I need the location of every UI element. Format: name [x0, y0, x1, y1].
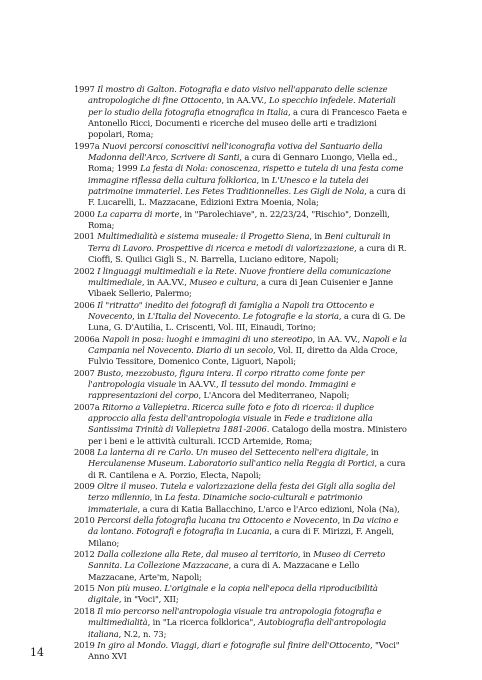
- entry-title: Beni culturali in Terra di Lavoro. Prospettive di ricerca e metodi di valorizzazione: [88, 231, 391, 253]
- bibliography-list: [74, 84, 410, 663]
- entry-text: , L'Ancora del Mediterraneo, Napoli;: [198, 390, 350, 401]
- entry-text: , a cura di R. Cioffi, S. Quilici Gigli S., N. Barrella, Luciano editore, Napoli;: [88, 242, 407, 265]
- entry-text: , in: [309, 231, 325, 242]
- entry-title: Il tessuto del mondo. Immagini e rappresentazioni del corpo: [88, 378, 356, 401]
- entry-year: 2012: [74, 549, 95, 560]
- entry-text: , in "Parolechiave", n. 22/23/24, "Rischio", Donzelli, Roma;: [88, 208, 390, 231]
- bibliography-entry: [74, 368, 410, 402]
- entry-year: 2001: [74, 231, 95, 242]
- entry-title: Napoli in posa: luoghi e immagini di uno stereotipo: [102, 333, 313, 344]
- entry-year: 2015: [74, 583, 95, 594]
- entry-year: 2006a: [74, 333, 100, 344]
- entry-text: , in "Voci", XII;: [118, 594, 179, 605]
- entry-text: , in: [297, 549, 314, 560]
- entry-year: 2018: [74, 605, 95, 616]
- entry-text: in AA.VV.,: [176, 378, 222, 389]
- bibliography-entry: [74, 640, 410, 663]
- bibliography-entry: [74, 231, 410, 265]
- entry-text: , in: [337, 515, 353, 526]
- entry-title: Museo di Cerreto Sannita. La Collezione Mazzacane: [88, 549, 386, 571]
- entry-text: , a cura di Katia Ballacchino, L'arco e l'Arco edizioni, Nola (Na),: [137, 503, 400, 514]
- entry-year: 2009: [74, 481, 95, 492]
- entry-text: , a cura di A. Mazzacane e Lello Mazzacane, Arte'm, Napoli;: [88, 560, 360, 582]
- bibliography-entry: [74, 84, 410, 141]
- entry-text: , N.2, n. 73;: [118, 628, 167, 639]
- entry-title: Il "ritratto" inedito dei fotografi di famiglia a Napoli tra Ottocento e Novecento: [88, 299, 375, 321]
- bibliography-entry: [74, 402, 410, 447]
- entry-title: In giro al Mondo. Viaggi, diari e fotografie sul finire dell'Ottocento: [97, 639, 370, 650]
- bibliography-entry: [74, 141, 410, 209]
- entry-title: Museo e cultura: [189, 276, 257, 287]
- entry-text: , a cura di Jean Cuisenier e Janne Vibaek Sellerio, Palermo;: [88, 276, 393, 299]
- bibliography-entry: [74, 515, 410, 549]
- entry-title: La festa. Dinamiche socio-culturali e patrimonio immateriale: [88, 492, 363, 514]
- entry-text: , a cura di G. De Luna, G. D'Autilia, L. Criscenti, Vol. III, Einaudi, Torino;: [88, 310, 406, 333]
- bibliography-entry: [74, 481, 410, 515]
- entry-text: , in AA.VV.,: [221, 95, 269, 106]
- entry-title: L'Italia del Novecento. Le fotografie e la storia: [147, 310, 339, 321]
- entry-title: Dalla collezione alla Rete, dal museo al territorio: [97, 549, 298, 560]
- entry-title: Ritorno a Vallepietra. Ricerca sulle foto e foto di ricerca: il duplice approccio alla festa dell'antropologia visuale: [88, 401, 374, 423]
- entry-year: 2000: [74, 208, 95, 219]
- bibliography-entry: [74, 549, 410, 583]
- bibliography-entry: [74, 583, 410, 606]
- entry-year: 1997: [74, 84, 95, 94]
- entry-text: , a cura di F. Lucarelli, L. Mazzacane, Edizioni Extra Moenia, Nola;: [88, 186, 406, 208]
- entry-text: in: [271, 412, 285, 423]
- entry-title: La festa di Nola: conoscenza, rispetto e tutela di una festa come immagine riflessa della cultura folklorica: [88, 163, 404, 185]
- entry-title: Non più museo. L'originale e la copia nell'epoca della riproducibilità digitale: [88, 583, 378, 605]
- entry-title: La caparra di morte: [97, 208, 180, 219]
- entry-text: , a cura di Francesco Faeta e Antonello Ricci, Documenti e ricerche del museo delle arti e tradizioni popolari, Roma;: [88, 106, 407, 140]
- entry-text: , a cura di F. Mirizzi, F. Angeli, Milano;: [88, 526, 394, 548]
- entry-year: 2007a: [74, 401, 100, 412]
- entry-title: Nuovi percorsi conoscitivi nell'iconografia votiva del Santuario della Madonna dell'Arco, Scrivere di Santi: [88, 140, 383, 163]
- entry-text: , "Voci" Anno XVI: [88, 639, 400, 662]
- entry-year: 2006: [74, 299, 95, 310]
- entry-text: , in: [365, 447, 379, 457]
- bibliography-entry: [74, 300, 410, 334]
- entry-title: Multimedialità e sistema museale: il Progetto Siena: [97, 231, 310, 242]
- entry-title: Fede e tradizione alla Santissima Trinità di Vallepietra 1881-2006: [88, 412, 373, 435]
- entry-title: Herculanense Museum. Laboratorio sull'antico nella Reggia di Portici: [88, 458, 375, 469]
- entry-year: 1997a: [74, 140, 100, 151]
- entry-text: , in: [256, 174, 272, 185]
- entry-year: 2010: [74, 515, 95, 526]
- entry-title: Percorsi della fotografia lucana tra Ottocento e Novecento: [97, 515, 338, 526]
- entry-title: Busto, mezzobusto, figura intera. Il corpo ritratto come fonte per l'antropologia visuale: [88, 367, 365, 389]
- entry-title: Oltre il museo. Tutela e valorizzazione della festa dei Gigli alla soglia del terzo millennio: [88, 481, 396, 503]
- entry-title: I linguaggi multimediali e la Rete. Nuove frontiere della comunicazione multimediale: [88, 265, 391, 287]
- entry-text: , in "La ricerca folklorica",: [147, 617, 259, 628]
- entry-year: 2007: [74, 367, 95, 378]
- page-number: 14: [30, 646, 44, 659]
- bibliography-entry: [74, 334, 410, 368]
- bibliography-entry: [74, 606, 410, 640]
- entry-title: Lo specchio infedele. Materiali per lo studio della fotografia etnografica in Italia: [88, 95, 396, 117]
- entry-text: , in AA.VV.,: [141, 276, 190, 287]
- entry-title: Autobiografia dell'antropologia italiana: [88, 617, 387, 639]
- entry-title: Il mio percorso nell'antropologia visuale tra antropologia fotografia e multimedialità: [88, 605, 382, 628]
- entry-title: Napoli e la Campania nel Novecento. Diario di un secolo: [88, 333, 407, 355]
- entry-text: , in: [149, 492, 165, 503]
- entry-text: , in AA. VV.,: [312, 333, 363, 344]
- entry-text: . Catalogo della mostra. Ministero per i beni e le attività culturali. ICCD Artemide, Roma;: [88, 424, 407, 446]
- bibliography-entry: [74, 266, 410, 300]
- entry-text: , a cura di R. Cantilena e A. Porzio, Electa, Napoli;: [88, 458, 406, 480]
- bibliography-entry: [74, 209, 410, 232]
- entry-title: L'Unesco e la tutela dei patrimoine immateriel. Les Fetes Traditionnelles. Les Gigli de Nola: [88, 174, 369, 197]
- entry-year: 2002: [74, 265, 95, 276]
- entry-year: 2019: [74, 639, 95, 650]
- entry-title: La lanterna di re Carlo. Un museo del Settecento nell'era digitale: [97, 447, 366, 457]
- bibliography-entry: [74, 447, 410, 481]
- entry-text: , in: [132, 310, 148, 321]
- entry-text: , a cura di Gennaro Luongo, Viella ed., Roma; 1999: [88, 152, 398, 174]
- entry-text: , Vol. II, diretto da Alda Croce, Fulvio Tessitore, Domenico Conte, Liguori, Napoli;: [88, 344, 398, 367]
- entry-title: Da vicino e da lontano. Fotografi e fotografia in Lucania: [88, 515, 399, 537]
- entry-title: Il mostro di Galton. Fotografia e dato visivo nell'apparato delle scienze antropologiche di fine Ottocento: [88, 84, 388, 106]
- entry-year: 2008: [74, 447, 95, 457]
